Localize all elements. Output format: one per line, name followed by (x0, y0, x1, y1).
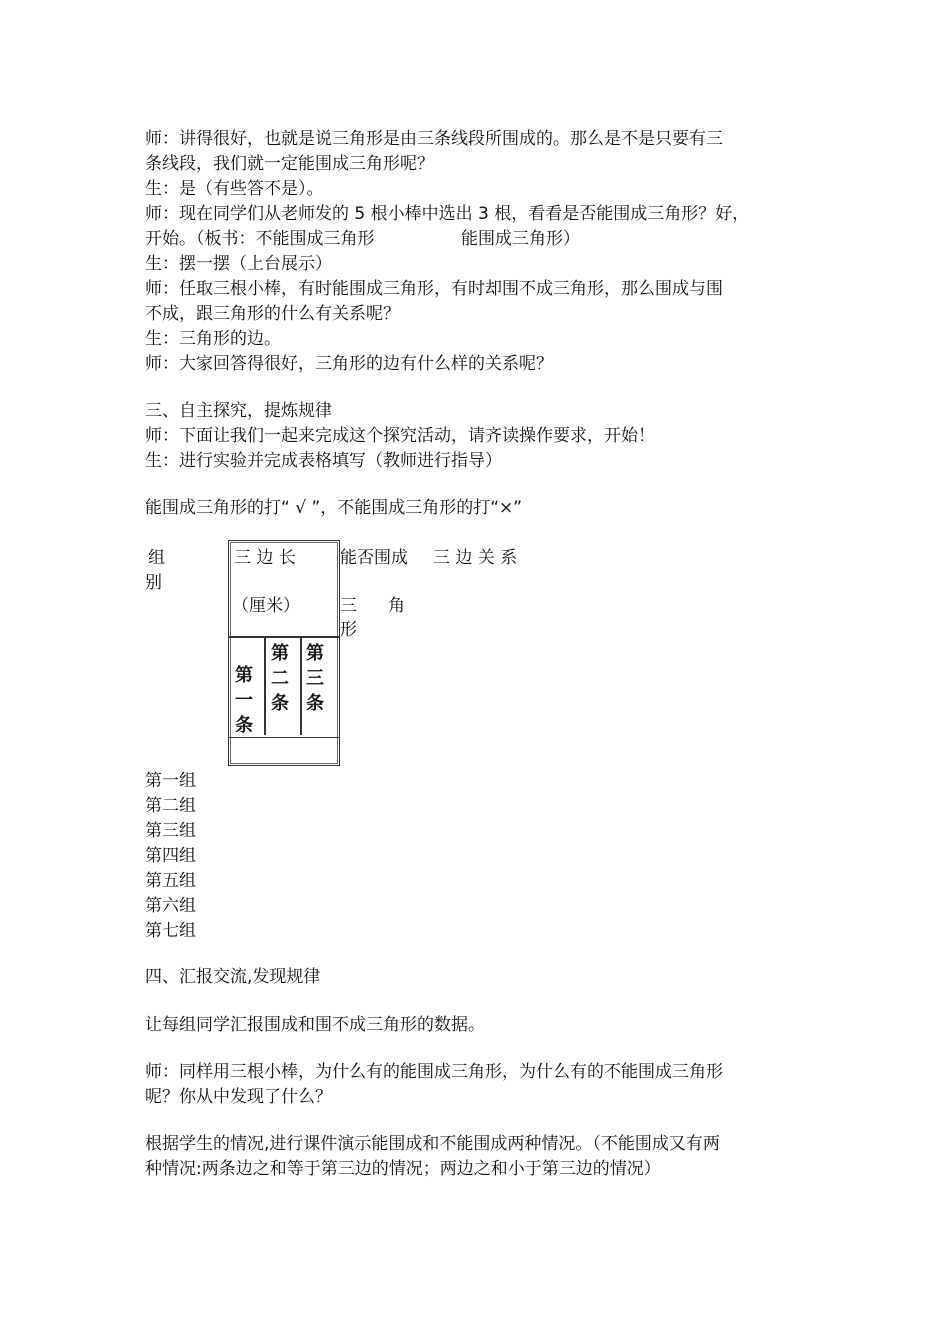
table-divider (264, 638, 266, 735)
table-header-group: 组 (148, 548, 165, 568)
paragraph-line: 生：是（有些答不是）。 (145, 179, 324, 199)
paragraph-line: 生：摆一摆（上台展示） (145, 254, 332, 274)
paragraph-line: 师：任取三根小棒，有时能围成三角形，有时却围不成三角形，那么围成与围 (145, 279, 723, 299)
table-header-group: 别 (145, 573, 162, 593)
table-subheader-third: 三 (306, 668, 324, 689)
paragraph-line: 根据学生的情况,进行课件演示能围成和不能围成两种情况。（不能围成又有两 (145, 1134, 720, 1154)
table-header-relation: 三 边 关 系 (433, 548, 518, 568)
paragraph-line: 师：大家回答得很好，三角形的边有什么样的关系呢？ (145, 354, 553, 374)
table-row-label: 第七组 (145, 921, 196, 941)
table-row-label: 第五组 (145, 871, 196, 891)
paragraph-line: 不成，跟三角形的什么有关系呢？ (145, 304, 400, 324)
table-subheader-second: 二 (271, 668, 289, 689)
table-subheader-first: 一 (235, 690, 253, 711)
table-header-sides-unit: （厘米） (232, 596, 300, 616)
table-subheader-third: 第 (306, 643, 324, 664)
table-subheader-first: 第 (235, 665, 253, 686)
table-subheader-second: 第 (271, 643, 289, 664)
table-divider (300, 638, 302, 735)
table-row-label: 第三组 (145, 821, 196, 841)
section-heading: 三、自主探究，提炼规律 (145, 401, 332, 421)
paragraph-line: 生：进行实验并完成表格填写（教师进行指导） (145, 451, 502, 471)
paragraph-line: 种情况:两条边之和等于第三边的情况；两边之和小于第三边的情况） (145, 1159, 661, 1179)
paragraph-line: 师：下面让我们一起来完成这个探究活动，请齐读操作要求，开始！ (145, 426, 655, 446)
paragraph-line: 师：同样用三根小棒，为什么有的能围成三角形，为什么有的不能围成三角形 (145, 1062, 723, 1082)
table-header-sides: 三 边 长 (234, 548, 296, 568)
table-row-label: 第二组 (145, 796, 196, 816)
table-header-can-form: 角 (388, 596, 405, 616)
paragraph-line: 能围成三角形） (461, 229, 580, 249)
paragraph-line: 生：三角形的边。 (145, 329, 281, 349)
table-subheader-third: 条 (306, 693, 324, 714)
table-header-can-form: 三 (340, 596, 357, 616)
paragraph-line: 呢？你从中发现了什么？ (145, 1087, 332, 1107)
table-row-label: 第六组 (145, 896, 196, 916)
table-row-label: 第一组 (145, 771, 196, 791)
paragraph-line: 开始。（板书：不能围成三角形 (145, 229, 375, 249)
instruction-line: 能围成三角形的打“ √ ”，不能围成三角形的打“×” (145, 498, 523, 518)
paragraph-line: 师：现在同学们从老师发的 5 根小棒中选出 3 根，看看是否能围成三角形？好， (145, 204, 750, 224)
table-header-can-form: 形 (340, 620, 357, 640)
table-divider (228, 636, 340, 638)
table-header-can-form: 能否围成 (340, 548, 408, 568)
table-subheader-first: 条 (235, 715, 253, 736)
table-subheader-second: 条 (271, 693, 289, 714)
paragraph-line: 师：讲得很好，也就是说三角形是由三条线段所围成的。那么是不是只要有三 (145, 129, 723, 149)
table-row-label: 第四组 (145, 846, 196, 866)
paragraph-line: 条线段，我们就一定能围成三角形呢？ (145, 154, 434, 174)
section-heading: 四、汇报交流,发现规律 (145, 967, 321, 987)
paragraph-line: 让每组同学汇报围成和围不成三角形的数据。 (145, 1015, 485, 1035)
